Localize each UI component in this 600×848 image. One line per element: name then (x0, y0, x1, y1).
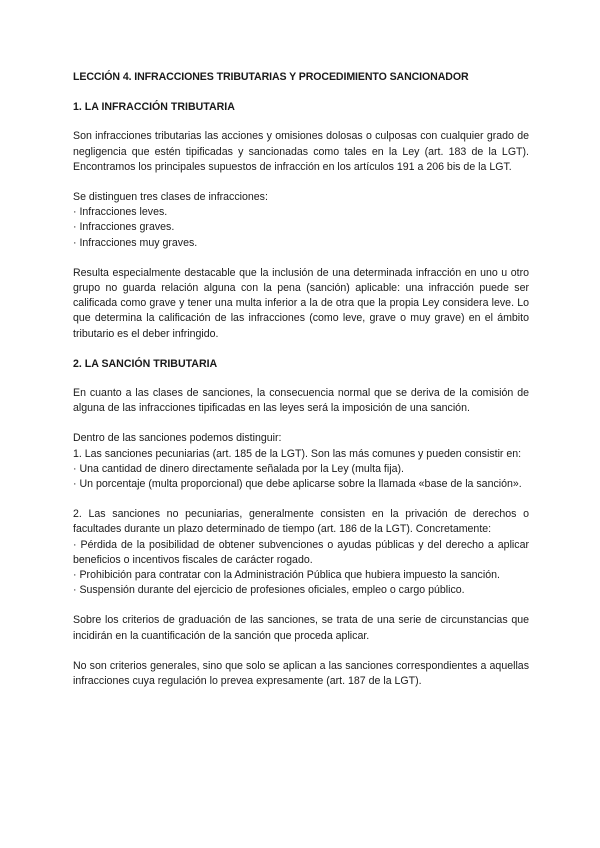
section-2-point-2-item: · Suspensión durante del ejercicio de profesiones oficiales, empleo o cargo público. (73, 584, 465, 597)
section-2-point-1-item: · Una cantidad de dinero directamente señalada por la Ley (multa fija). (73, 462, 404, 475)
section-1-list-item: · Infracciones leves. (73, 206, 168, 219)
section-1-paragraph-1: Son infracciones tributarias las acciones y omisiones dolosas o culposas con cualquier grado de negligencia que estén tipificadas y sancionadas como tales en la Ley (art. 183 de la LGT). Encontramos los principales supuestos de infracción en los artículos 191 a 206 bis de la LGT. (73, 130, 529, 173)
document-title: LECCIÓN 4. INFRACCIONES TRIBUTARIAS Y PROCEDIMIENTO SANCIONADOR (73, 71, 469, 83)
document-page (73, 70, 529, 689)
section-2-list-intro: Dentro de las sanciones podemos distinguir: (73, 432, 282, 445)
section-1-list-intro: Se distinguen tres clases de infracciones: (73, 191, 268, 204)
section-2-last-paragraph: No son criterios generales, sino que solo se aplican a las sanciones correspondientes a aquellas infracciones cuya regulación lo prevea expresamente (art. 187 de la LGT). (73, 659, 529, 688)
section-2-point-2-item: · Prohibición para contratar con la Administración Pública que hubiera impuesto la sanción. (73, 569, 500, 582)
section-2-point-1-item: · Un porcentaje (multa proporcional) que debe aplicarse sobre la llamada «base de la sanción». (73, 478, 522, 491)
section-2-point-2: 2. Las sanciones no pecuniarias, generalmente consisten en la privación de derechos o facultades durante un plazo determinado de tiempo (art. 186 de la LGT). Concretamente: (73, 508, 529, 536)
section-1-list-item: · Infracciones muy graves. (73, 236, 198, 249)
section-2-point-1: 1. Las sanciones pecuniarias (art. 185 de la LGT). Son las más comunes y pueden consistir en: (73, 447, 522, 460)
section-2-heading: 2. LA SANCIÓN TRIBUTARIA (73, 357, 218, 370)
section-2-paragraph-1: En cuanto a las clases de sanciones, la consecuencia normal que se deriva de la comisión de alguna de las infracciones tipificadas en las leyes será la imposición de una sanción. (73, 387, 529, 415)
section-1-heading: 1. LA INFRACCIÓN TRIBUTARIA (73, 101, 235, 114)
section-2-criteria-paragraph: Sobre los criterios de graduación de las sanciones, se trata de una serie de circunstancias que incidirán en la cuantificación de la sanción que proceda aplicar. (73, 614, 529, 642)
section-2-point-2-item: · Pérdida de la posibilidad de obtener subvenciones o ayudas públicas y del derecho a aplicar beneficios o incentivos fiscales de carácter rogado. (73, 538, 529, 566)
section-1-list-item: · Infracciones graves. (73, 221, 175, 234)
section-1-paragraph-2: Resulta especialmente destacable que la inclusión de una determinada infracción en uno u otro grupo no guarda relación alguna con la pena (sanción) aplicable: una infracción puede ser calificada como grave y tener una multa inferior a la de otra que la propia Ley considera leve. Lo que determina la calificación de las infracciones (como leve, grave o muy grave) en el ámbito tributario es el deber infringido. (73, 266, 529, 340)
